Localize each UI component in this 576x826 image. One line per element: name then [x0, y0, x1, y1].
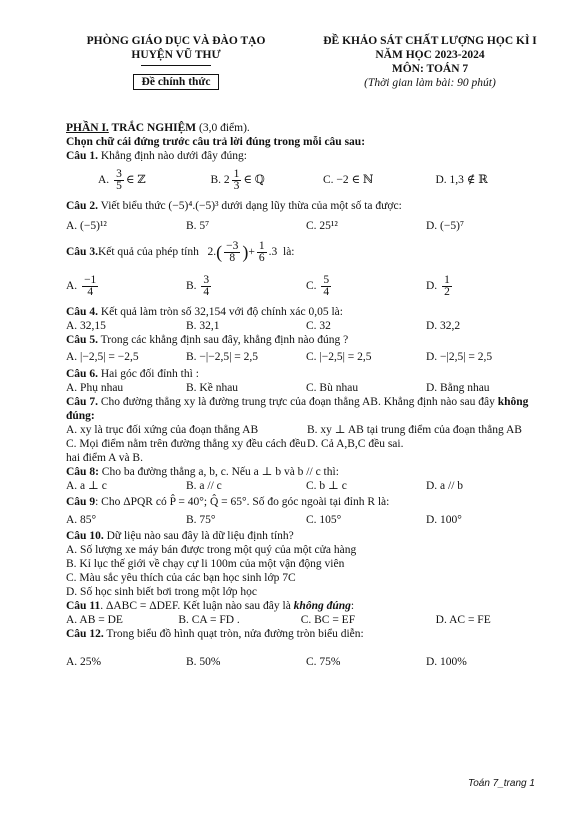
- option-b: B. xy ⊥ AB tại trung điểm của đoạn thẳng AB: [307, 424, 522, 436]
- section-title: PHẦN I. TRẮC NGHIỆM (3,0 điểm).: [66, 122, 250, 134]
- question-7-options-cd: [66, 437, 548, 465]
- option-a: A. Phụ nhau: [66, 382, 124, 394]
- district-name: HUYỆN VŨ THƯ: [131, 49, 221, 61]
- option-d: D. 1,3 ∉ ℝ: [435, 174, 488, 186]
- option-a: A. a ⊥ c: [66, 480, 107, 492]
- option-c: C. 75%: [306, 656, 341, 668]
- question-1-options: [66, 165, 548, 195]
- option-a: A. (−5)¹²: [66, 220, 107, 232]
- option-d: D. 32,2: [426, 320, 461, 332]
- exam-body: [66, 121, 548, 669]
- option-b: B. Kề nhau: [186, 382, 239, 394]
- question-11: Câu 11. ΔABC = ΔDEF. Kết luận nào sau đây là không đúng:: [66, 600, 355, 612]
- question-10: Câu 10. Dữ liệu nào sau đây là dữ liệu định tính?: [66, 530, 294, 542]
- question-8: Câu 8: Cho ba đường thẳng a, b, c. Nếu a ⊥ b và b // c thì:: [66, 466, 339, 478]
- option-d: D. Số học sinh biết bơi trong một lớp học: [66, 586, 258, 598]
- subject: MÔN: TOÁN 7: [391, 63, 469, 75]
- option-d: D. Cả A,B,C đều sai.: [307, 438, 404, 450]
- official-badge: Đề chính thức: [133, 74, 220, 90]
- option-d: D. Bằng nhau: [426, 382, 490, 394]
- option-b: B. −|−2,5| = 2,5: [186, 351, 258, 363]
- question-9: Câu 9: Cho ΔPQR có P̂ = 40°; Q̂ = 65°. Số đo góc ngoài tại đỉnh R là:: [66, 496, 390, 508]
- option-b: B. 75°: [186, 514, 216, 526]
- option-b: B. 32,1: [186, 320, 220, 332]
- question-3-options: [66, 271, 548, 301]
- option-d: D. (−5)⁷: [426, 220, 464, 232]
- question-9-options: [66, 513, 548, 527]
- question-7-options-ab: [66, 423, 548, 437]
- question-4-options: [66, 319, 548, 333]
- option-b: B. Kỉ lục thế giới về chạy cự li 100m của một vận động viên: [66, 558, 345, 570]
- option-a: A. AB = DE: [66, 614, 123, 626]
- question-5-options: [66, 350, 548, 364]
- option-c: C. b ⊥ c: [306, 480, 347, 492]
- option-b: B. CA = FD .: [178, 614, 240, 626]
- option-d: D. 100%: [426, 656, 467, 668]
- question-5: Câu 5. Trong các khẳng định sau đây, khẳng định nào đúng ?: [66, 334, 349, 346]
- time-note: (Thời gian làm bài: 90 phút): [364, 77, 496, 89]
- option-d: D. AC = FE: [435, 614, 491, 626]
- question-2: Câu 2. Viết biểu thức (−5)⁴.(−5)³ dưới dạng lũy thừa của một số ta được:: [66, 200, 402, 212]
- option-a: A. xy là trục đối xứng của đoạn thẳng AB: [66, 424, 259, 436]
- option-a: A. $\frac{-1}{4}$: [66, 273, 97, 298]
- option-b: B. 2 $\frac{1}{3}$ ∈ ℚ: [210, 167, 265, 192]
- option-c: C. 25¹²: [306, 220, 338, 232]
- option-c: C. 105°: [306, 514, 342, 526]
- question-2-options: [66, 219, 548, 233]
- option-c: C. |−2,5| = 2,5: [306, 351, 372, 363]
- header-divider: [141, 65, 211, 66]
- page-footer: Toán 7_trang 1: [468, 778, 535, 789]
- option-d: D. a // b: [426, 480, 464, 492]
- option-c: C. Bù nhau: [306, 382, 359, 394]
- option-a: A. Số lượng xe máy bán được trong một quý của một cửa hàng: [66, 544, 357, 556]
- option-c: C. 32: [306, 320, 331, 332]
- question-12: Câu 12. Trong biểu đồ hình quạt tròn, nửa đường tròn biểu diễn:: [66, 628, 364, 640]
- header-left: [62, 34, 290, 90]
- option-c: C. BC = EF: [300, 614, 356, 626]
- question-11-options: [66, 613, 548, 627]
- option-d: D. $\frac{1}{2}$: [426, 273, 450, 298]
- option-d: D. 100°: [426, 514, 462, 526]
- question-6-options: [66, 381, 548, 395]
- department-name: PHÒNG GIÁO DỤC VÀ ĐÀO TẠO: [86, 35, 266, 47]
- school-year: NĂM HỌC 2023-2024: [375, 49, 485, 61]
- option-c: C. Màu sắc yêu thích của các bạn học sinh lớp 7C: [66, 572, 296, 584]
- header-right: [296, 34, 564, 90]
- option-d: D. −|2,5| = 2,5: [426, 351, 493, 363]
- option-a: A. $\frac{3}{5}$ ∈ ℤ: [98, 167, 146, 192]
- option-c: C. $\frac{5}{4}$: [306, 273, 330, 298]
- option-a: A. 25%: [66, 656, 102, 668]
- option-b: B. 50%: [186, 656, 221, 668]
- option-b: B. a // c: [186, 480, 222, 492]
- question-8-options: [66, 479, 548, 493]
- question-6: Câu 6. Hai góc đối đỉnh thì :: [66, 368, 199, 380]
- option-a: A. 32,15: [66, 320, 106, 332]
- exam-title: ĐỀ KHẢO SÁT CHẤT LƯỢNG HỌC KÌ I: [323, 35, 537, 47]
- instruction: Chọn chữ cái đứng trước câu trả lời đúng trong mỗi câu sau:: [66, 136, 366, 148]
- option-b: B. 5⁷: [186, 220, 210, 232]
- option-a: A. 85°: [66, 514, 97, 526]
- question-7: Câu 7. Cho đường thẳng xy là đường trung trực của đoạn thẳng AB. Khẳng định nào sau đây không đúng:: [66, 396, 529, 422]
- option-a: A. |−2,5| = −2,5: [66, 351, 139, 363]
- question-4: Câu 4. Kết quả làm tròn số 32,154 với độ chính xác 0,05 là:: [66, 306, 343, 318]
- option-c: C. −2 ∈ ℕ: [323, 174, 374, 186]
- option-b: B. $\frac{3}{4}$: [186, 273, 210, 298]
- option-c: C. Mọi điểm nằm trên đường thẳng xy đều cách đều hai điểm A và B.: [66, 438, 307, 464]
- question-3: Câu 3. Kết quả của phép tính 2. ( $\frac{-3}{8}$ ) + $\frac{1}{6}$ .3 là:: [66, 239, 295, 264]
- question-1: Câu 1. Khẳng định nào dưới đây đúng:: [66, 150, 247, 162]
- question-12-options: [66, 655, 548, 669]
